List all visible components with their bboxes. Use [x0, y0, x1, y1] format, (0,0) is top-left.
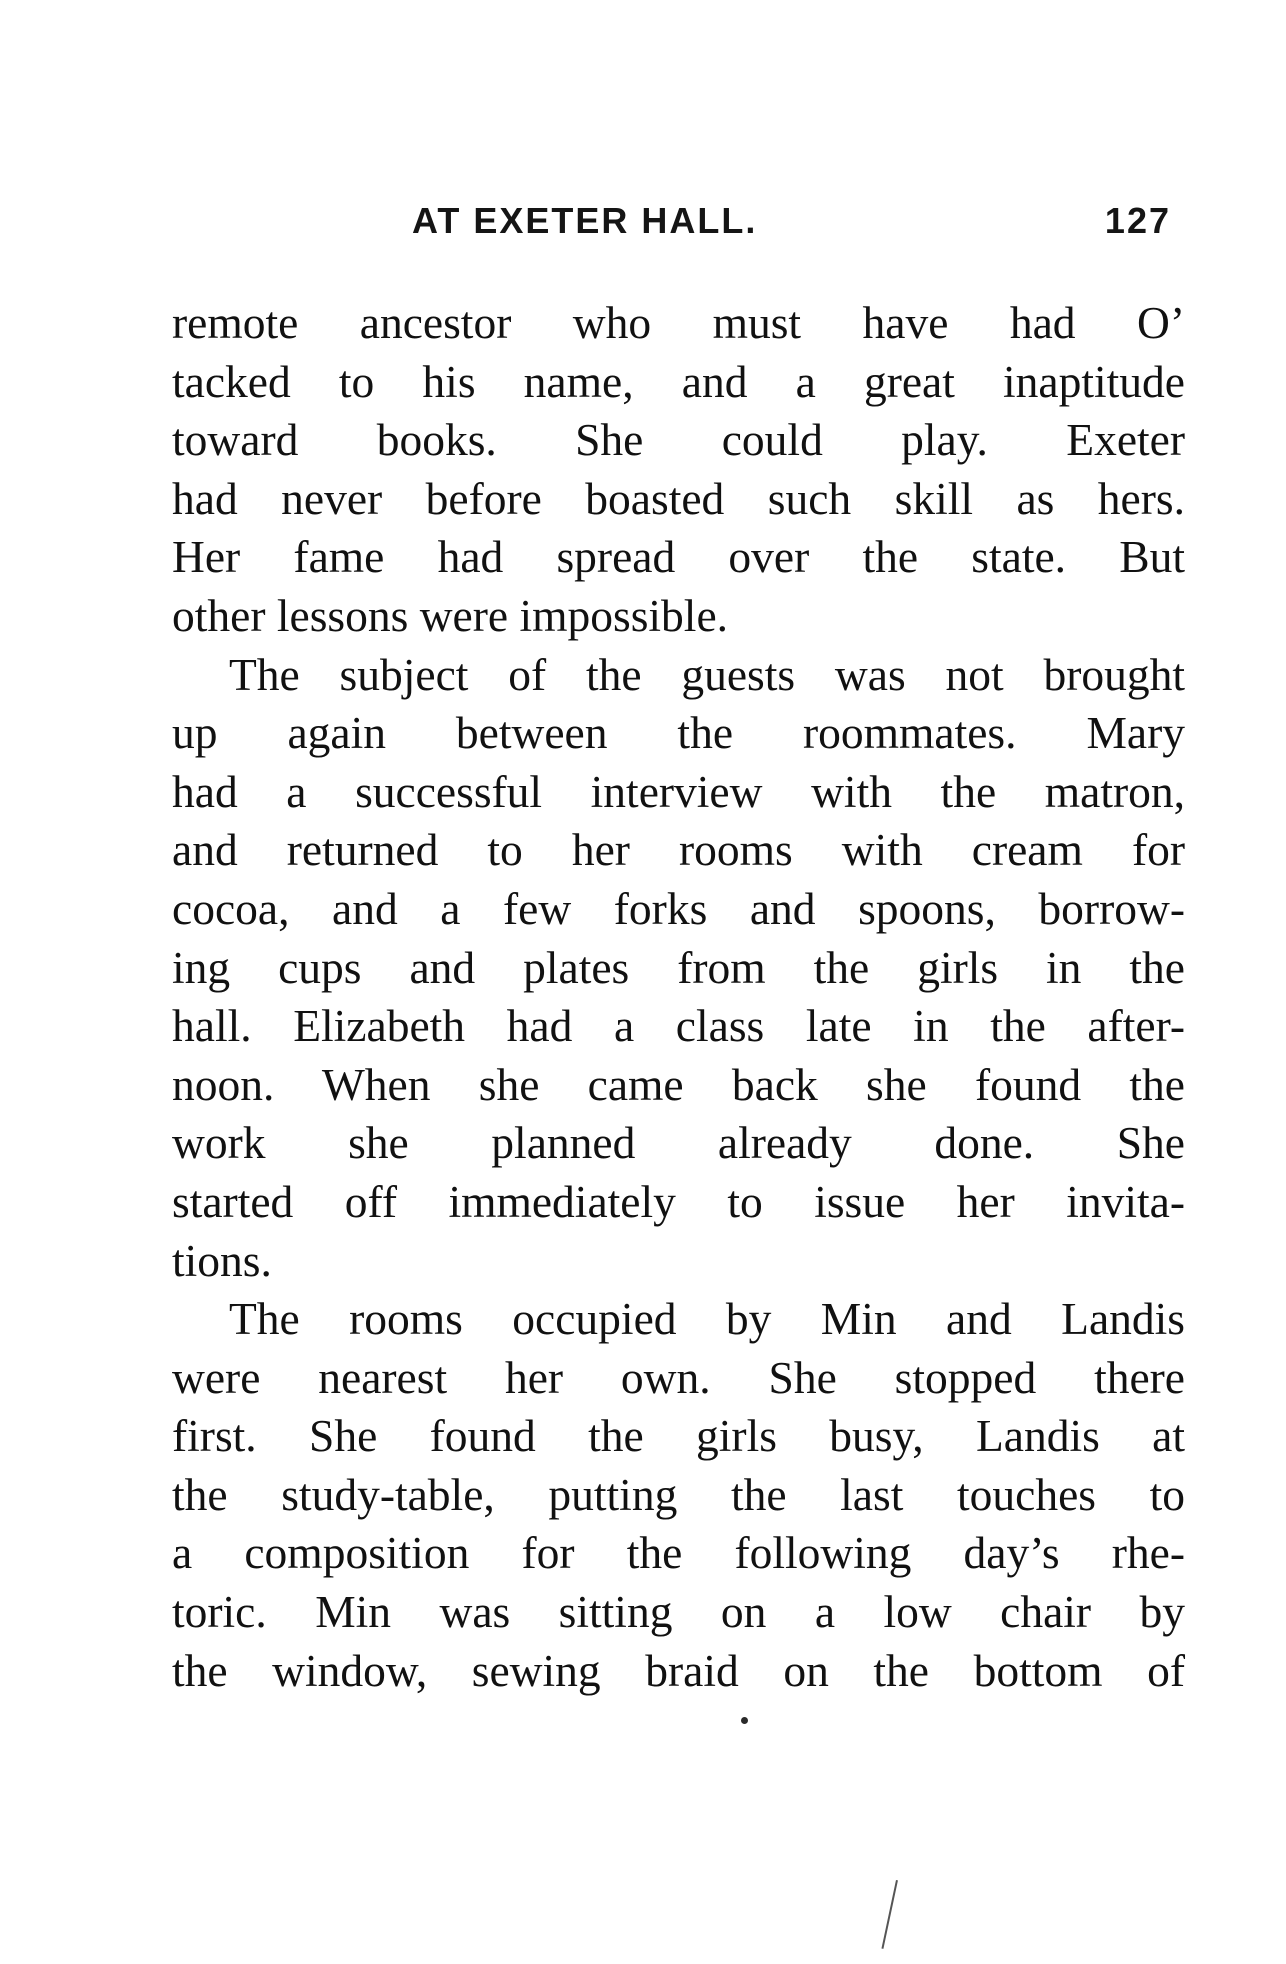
text-line: toward books. She could play. Exeter: [172, 414, 1185, 466]
text-line: tacked to his name, and a great inaptitude: [172, 355, 1185, 407]
text-line: toric. Min was sitting on a low chair by: [172, 1586, 1185, 1638]
ink-speck: [741, 1717, 748, 1724]
text-line: other lessons were impossible.: [172, 589, 729, 641]
running-title: AT EXETER HALL.: [412, 200, 758, 241]
text-line: the window, sewing braid on the bottom of: [172, 1644, 1185, 1696]
running-head: [172, 200, 1185, 260]
text-line: a composition for the following day’s rhe-: [172, 1527, 1185, 1579]
text-line: ing cups and plates from the girls in the: [172, 941, 1185, 993]
text-line: had never before boasted such skill as hers.: [172, 472, 1185, 524]
text-line: cocoa, and a few forks and spoons, borrow-: [172, 882, 1185, 934]
text-line: first. She found the girls busy, Landis at: [172, 1410, 1185, 1462]
text-line: hall. Elizabeth had a class late in the after-: [172, 1000, 1185, 1052]
body-text: [172, 294, 1185, 1700]
text-line: and returned to her rooms with cream for: [172, 824, 1185, 876]
text-line: Her fame had spread over the state. But: [172, 531, 1185, 583]
text-line: up again between the roommates. Mary: [172, 707, 1185, 759]
text-line: remote ancestor who must have had O’: [172, 297, 1185, 348]
text-line: The subject of the guests was not brought: [229, 648, 1185, 700]
text-line: The rooms occupied by Min and Landis: [229, 1293, 1185, 1345]
page-number: 127: [1104, 200, 1171, 241]
text-line: tions.: [172, 1234, 272, 1286]
text-line: were nearest her own. She stopped there: [172, 1351, 1185, 1403]
text-line: had a successful interview with the matron,: [172, 765, 1185, 817]
text-line: started off immediately to issue her invita-: [172, 1175, 1185, 1227]
text-line: the study-table, putting the last touches to: [172, 1468, 1185, 1520]
text-line: noon. When she came back she found the: [172, 1058, 1185, 1110]
text-line: work she planned already done. She: [172, 1117, 1185, 1169]
pencil-mark: [881, 1880, 898, 1949]
